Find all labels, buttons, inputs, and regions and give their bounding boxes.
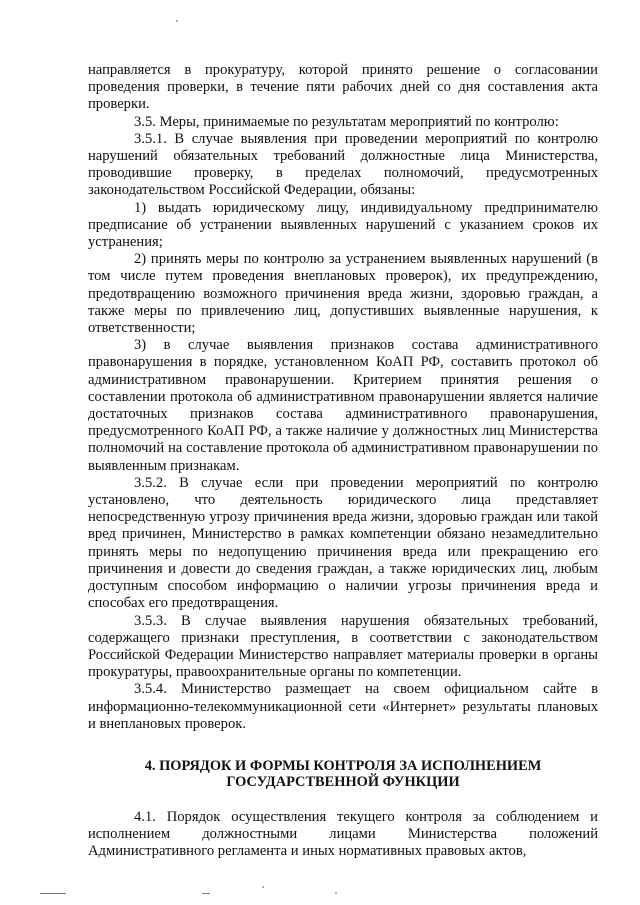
paragraph-item-3: 3) в случае выявления признаков состава административного правонарушения в порядке, установленном КоАП РФ, составить протокол об административном правонарушении. Критерием принятия решения о составлении протокола об административном правонарушении является наличие достаточных признаков состава административного правонарушения, предусмотренного КоАП РФ, а также наличие у должностных лиц Министерства полномочий на составление протокола об административном правонарушении по выявленным признакам. (88, 337, 598, 474)
paragraph-4-1: 4.1. Порядок осуществления текущего контроля за соблюдением и исполнением должностными лицами Министерства положений Административного регламента и иных нормативных правовых актов, (88, 809, 598, 860)
paragraph-continuation: направляется в прокуратуру, которой принято решение о согласовании проведения проверки, в течение пяти рабочих дней со дня составления акта проверки. (88, 62, 598, 113)
paragraph-3-5-1: 3.5.1. В случае выявления при проведении мероприятий по контролю нарушений обязательных требований должностные лица Министерства, проводившие проверку, в пределах полномочий, предусмотренных законодательством Российской Федерации, обязаны: (88, 130, 598, 199)
paragraph-3-5: 3.5. Меры, принимаемые по результатам мероприятий по контролю: (134, 113, 559, 130)
scan-speck (262, 886, 264, 888)
scan-speck (176, 20, 178, 22)
scan-speck (335, 892, 337, 894)
paragraph-item-1: 1) выдать юридическому лицу, индивидуальному предпринимателю предписание об устранении выявленных нарушений с указанием сроков их устранения; (88, 199, 598, 251)
heading-line-2: ГОСУДАРСТВЕННОЙ ФУНКЦИИ (226, 774, 460, 790)
section-4-heading (88, 758, 598, 790)
scan-artifact-line (40, 893, 66, 894)
body-text-section-3 (88, 62, 598, 733)
paragraph-3-5-4: 3.5.4. Министерство размещает на своем официальном сайте в информационно-телекоммуникационной сети «Интернет» результаты плановых и внеплановых проверок. (88, 681, 598, 732)
heading-line-1: 4. ПОРЯДОК И ФОРМЫ КОНТРОЛЯ ЗА ИСПОЛНЕНИЕМ (144, 758, 542, 774)
paragraph-item-2: 2) принять меры по контролю за устранением выявленных нарушений (в том числе путем проведения внеплановых проверок), их предупреждению, предотвращению возможного причинения вреда жизни, здоровью граждан, а также меры по привлечению лиц, допустивших выявленные нарушения, к ответственности; (88, 251, 598, 337)
body-text-section-4 (88, 809, 598, 861)
paragraph-3-5-3: 3.5.3. В случае выявления нарушения обязательных требований, содержащего признаки преступления, в соответствии с законодательством Российской Федерации Министерство направляет материалы проверки в органы прокуратуры, правоохранительные органы по компетенции. (88, 612, 598, 681)
scan-artifact-line (202, 893, 210, 894)
paragraph-3-5-2: 3.5.2. В случае если при проведении мероприятий по контролю установлено, что деятельность юридического лица представляет непосредственную угрозу причинения вреда жизни, здоровью граждан или такой вред причинен, Министерство в рамках компетенции обязано незамедлительно принять меры по недопущению причинения вреда или прекращению его причинения и довести до сведения граждан, а также юридических лиц, любым доступным способом информацию о наличии угрозы причинения вреда и способах его предотвращения. (88, 474, 598, 612)
